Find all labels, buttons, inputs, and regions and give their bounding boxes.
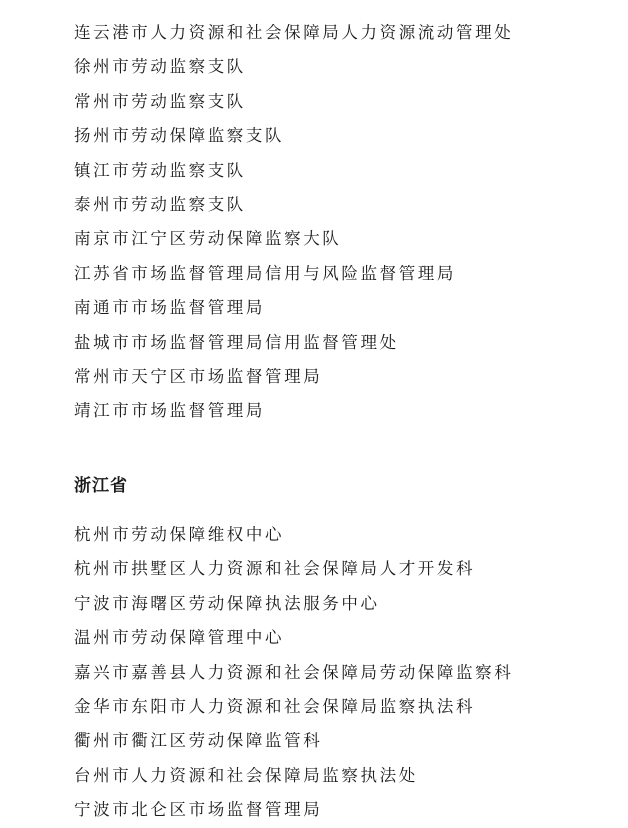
list-item: 金华市东阳市人力资源和社会保障局监察执法科 [74, 696, 476, 716]
list-item: 扬州市劳动保障监察支队 [74, 126, 285, 146]
list-item: 宁波市北仑区市场监督管理局 [74, 800, 323, 820]
list-item: 常州市天宁区市场监督管理局 [74, 366, 323, 386]
list-item: 连云港市人力资源和社会保障局人力资源流动管理处 [74, 23, 514, 42]
list-item: 温州市劳动保障管理中心 [74, 628, 285, 648]
list-item: 台州市人力资源和社会保障局监察执法处 [74, 765, 418, 785]
list-item: 盐城市市场监督管理局信用监督管理处 [74, 332, 399, 352]
list-item: 靖江市市场监督管理局 [74, 401, 265, 421]
agency-list-jiangsu [74, 16, 628, 429]
list-item: 常州市劳动监察支队 [74, 91, 246, 111]
list-item: 宁波市海曙区劳动保障执法服务中心 [74, 593, 380, 613]
agency-list-zhejiang [74, 518, 628, 828]
list-item: 杭州市劳动保障维权中心 [74, 525, 285, 544]
section-heading-zhejiang: 浙江省 [74, 476, 128, 496]
list-item: 镇江市劳动监察支队 [74, 160, 246, 180]
list-item: 江苏省市场监督管理局信用与风险监督管理局 [74, 263, 456, 283]
list-item: 泰州市劳动监察支队 [74, 194, 246, 214]
list-item: 南京市江宁区劳动保障监察大队 [74, 229, 342, 249]
list-item: 南通市市场监督管理局 [74, 298, 265, 318]
list-item: 嘉兴市嘉善县人力资源和社会保障局劳动保障监察科 [74, 662, 514, 682]
list-item: 杭州市拱墅区人力资源和社会保障局人才开发科 [74, 559, 476, 579]
list-item: 衢州市衢江区劳动保障监管科 [74, 731, 323, 751]
list-item: 徐州市劳动监察支队 [74, 57, 246, 77]
